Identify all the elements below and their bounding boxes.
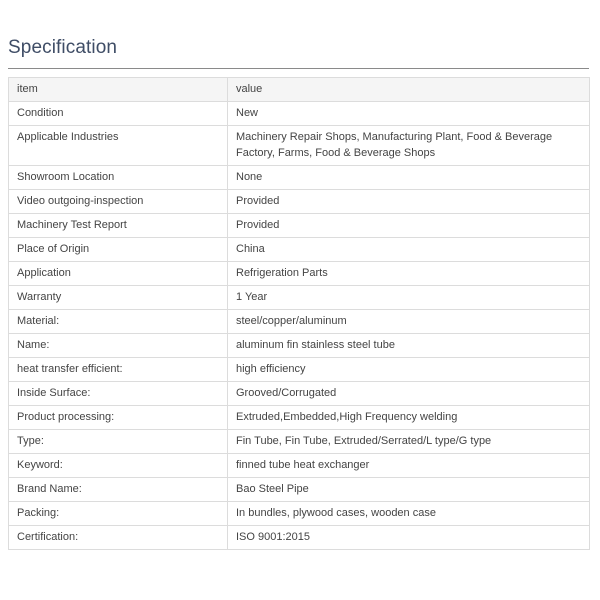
item-cell: Packing: bbox=[9, 502, 228, 526]
item-cell: Condition bbox=[9, 102, 228, 126]
item-cell: Keyword: bbox=[9, 454, 228, 478]
item-cell: Showroom Location bbox=[9, 166, 228, 190]
table-row bbox=[9, 526, 590, 550]
table-row bbox=[9, 102, 590, 126]
page-title: Specification bbox=[8, 37, 118, 58]
table-row bbox=[9, 382, 590, 406]
value-cell: China bbox=[228, 238, 590, 262]
table-row bbox=[9, 190, 590, 214]
item-cell: Name: bbox=[9, 334, 228, 358]
value-cell: high efficiency bbox=[228, 358, 590, 382]
item-cell: Machinery Test Report bbox=[9, 214, 228, 238]
table-row bbox=[9, 286, 590, 310]
item-cell: Video outgoing-inspection bbox=[9, 190, 228, 214]
item-cell: Product processing: bbox=[9, 406, 228, 430]
table-row bbox=[9, 358, 590, 382]
table-header-row bbox=[9, 78, 590, 102]
table-row bbox=[9, 430, 590, 454]
value-cell: aluminum fin stainless steel tube bbox=[228, 334, 590, 358]
table-row bbox=[9, 126, 590, 166]
table-row bbox=[9, 166, 590, 190]
table-row bbox=[9, 502, 590, 526]
specification-table-body bbox=[9, 78, 590, 550]
header-item-cell: item bbox=[9, 78, 228, 102]
value-cell: Fin Tube, Fin Tube, Extruded/Serrated/L type/G type bbox=[228, 430, 590, 454]
item-cell: Brand Name: bbox=[9, 478, 228, 502]
value-cell: In bundles, plywood cases, wooden case bbox=[228, 502, 590, 526]
table-row bbox=[9, 334, 590, 358]
table-row bbox=[9, 262, 590, 286]
value-cell: Bao Steel Pipe bbox=[228, 478, 590, 502]
item-cell: Warranty bbox=[9, 286, 228, 310]
title-divider bbox=[8, 68, 589, 69]
value-cell: Grooved/Corrugated bbox=[228, 382, 590, 406]
value-cell: Refrigeration Parts bbox=[228, 262, 590, 286]
item-cell: Applicable Industries bbox=[9, 126, 228, 166]
value-cell: Provided bbox=[228, 214, 590, 238]
value-cell: Extruded,Embedded,High Frequency welding bbox=[228, 406, 590, 430]
value-cell: steel/copper/aluminum bbox=[228, 310, 590, 334]
value-cell: Machinery Repair Shops, Manufacturing Plant, Food & Beverage Factory, Farms, Food & Beverage Shops bbox=[228, 126, 590, 166]
item-cell: Certification: bbox=[9, 526, 228, 550]
value-cell: New bbox=[228, 102, 590, 126]
table-row bbox=[9, 478, 590, 502]
value-cell: ISO 9001:2015 bbox=[228, 526, 590, 550]
item-cell: Place of Origin bbox=[9, 238, 228, 262]
table-row bbox=[9, 238, 590, 262]
table-row bbox=[9, 454, 590, 478]
item-cell: Type: bbox=[9, 430, 228, 454]
value-cell: Provided bbox=[228, 190, 590, 214]
table-row bbox=[9, 214, 590, 238]
item-cell: heat transfer efficient: bbox=[9, 358, 228, 382]
item-cell: Inside Surface: bbox=[9, 382, 228, 406]
table-row bbox=[9, 406, 590, 430]
value-cell: finned tube heat exchanger bbox=[228, 454, 590, 478]
item-cell: Material: bbox=[9, 310, 228, 334]
value-cell: 1 Year bbox=[228, 286, 590, 310]
value-cell: None bbox=[228, 166, 590, 190]
item-cell: Application bbox=[9, 262, 228, 286]
specification-table bbox=[8, 77, 590, 550]
table-row bbox=[9, 310, 590, 334]
header-value-cell: value bbox=[228, 78, 590, 102]
